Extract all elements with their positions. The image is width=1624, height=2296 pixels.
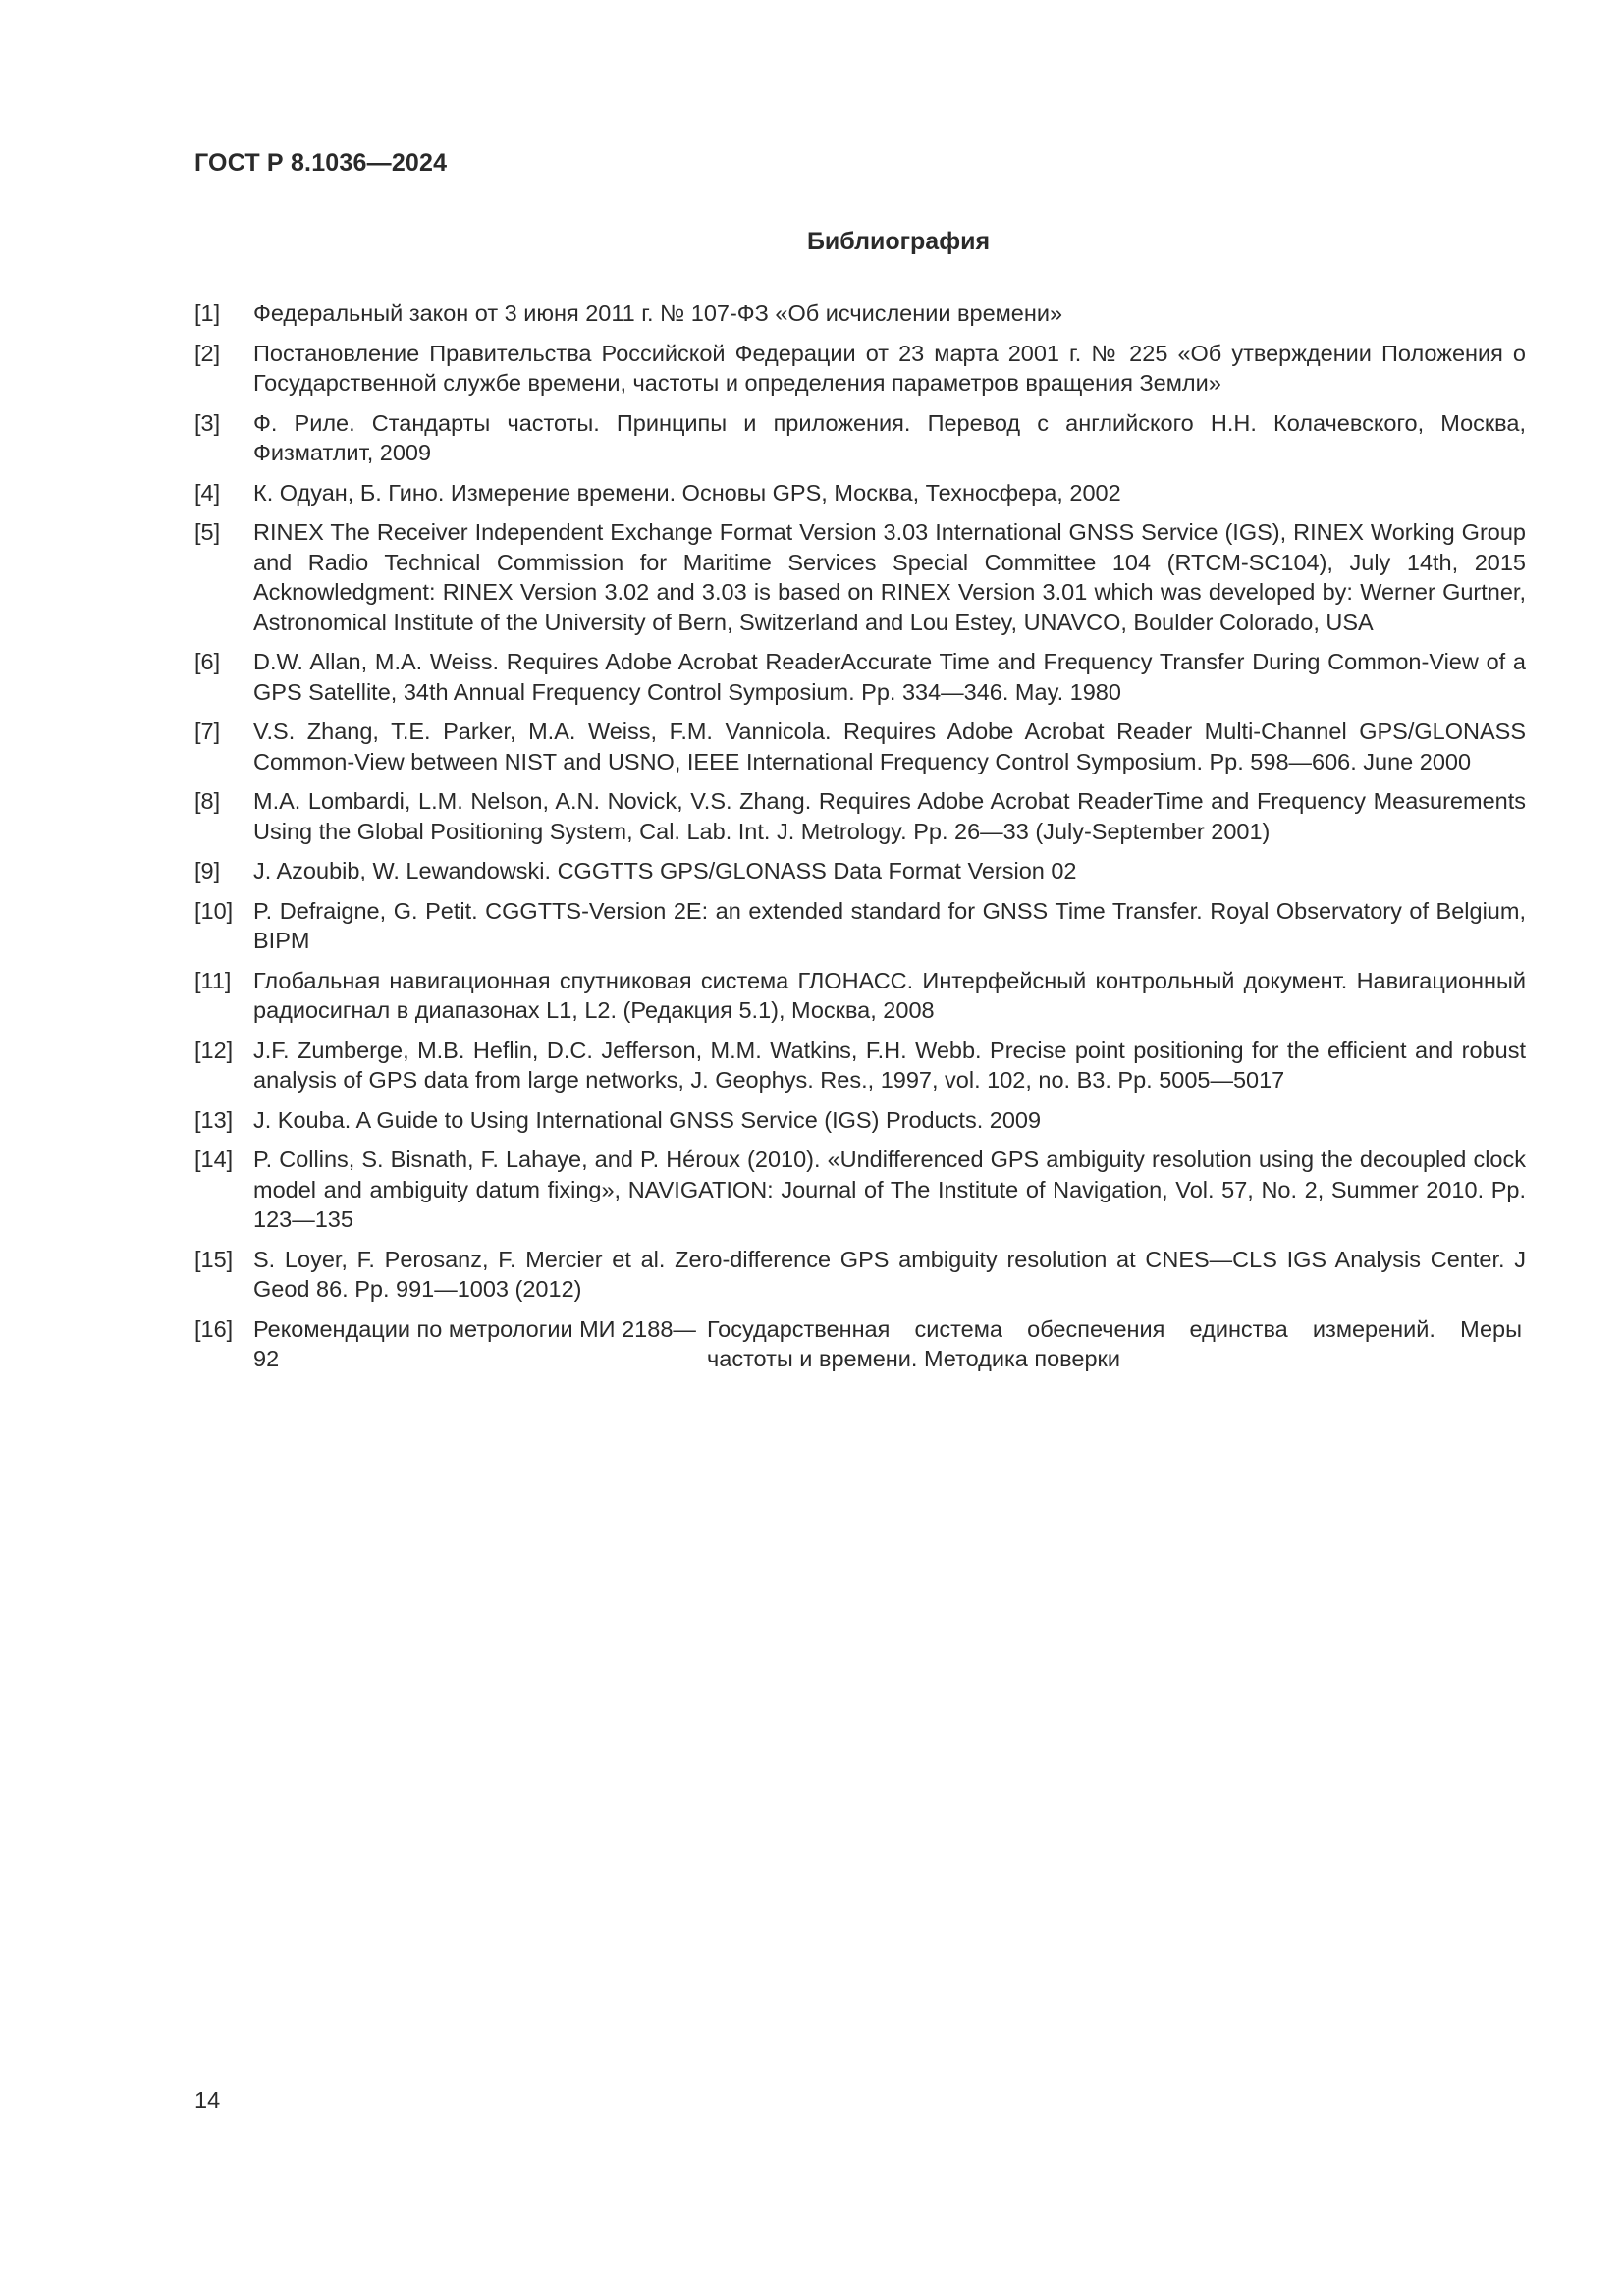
bibliography-item-number: [4]	[194, 479, 221, 506]
bibliography-item-text: S. Loyer, F. Perosanz, F. Mercier et al. Zero-difference GPS ambiguity resolution at CNES—CLS IGS Analysis Center. J Geod 86. Pp. 991—1003 (2012)	[253, 1246, 1526, 1302]
bibliography-item-text: RINEX The Receiver Independent Exchange Format Version 3.03 International GNSS Service (IGS), RINEX Working Group and Radio Technical Commission for Maritime Services Special Committee 104 (RTCM-SC104), July 14th, 2015 Acknowledgment: RINEX Version 3.02 and 3.03 is based on RINEX Version 3.01 which was developed by: Werner Gurtner, Astronomical Institute of the University of Bern, Switzerland and Lou Estey, UNAVCO, Boulder Colorado, USA	[253, 519, 1526, 635]
bibliography-item-number: [3]	[194, 409, 221, 436]
bibliography-item-text: J. Azoubib, W. Lewandowski. CGGTTS GPS/GLONASS Data Format Version 02	[253, 858, 1077, 883]
bibliography-item-text: К. Одуан, Б. Гино. Измерение времени. Основы GPS, Москва, Техносфера, 2002	[253, 479, 1121, 506]
bibliography-item-number: [13]	[194, 1106, 234, 1133]
bibliography-item-number: [8]	[194, 788, 221, 814]
bibliography-item	[194, 1105, 1526, 1136]
bibliography-item-text: J.F. Zumberge, M.B. Heflin, D.C. Jefferson, M.M. Watkins, F.H. Webb. Precise point positioning for the efficient and robust analysis of GPS data from large networks, J. Geophys. Res., 1997, vol. 102, no. B3. Pp. 5005—5017	[253, 1037, 1526, 1093]
bibliography-item	[194, 1245, 1526, 1305]
page-number: 14	[194, 2087, 221, 2112]
bibliography-item-number: [14]	[194, 1147, 234, 1172]
bibliography-item	[194, 339, 1526, 399]
bibliography-item-number: [5]	[194, 519, 221, 545]
bibliography-item-number: [16]	[194, 1315, 234, 1342]
bibliography-item	[194, 717, 1526, 776]
bibliography-item-text: Постановление Правительства Российской Федерации от 23 марта 2001 г. № 225 «Об утверждении Положения о Государственной службе времени, частоты и определения параметров вращения Земли»	[253, 340, 1526, 396]
document-code-header: ГОСТ Р 8.1036—2024	[194, 149, 448, 177]
bibliography-item-text: D.W. Allan, M.A. Weiss. Requires Adobe Acrobat ReaderAccurate Time and Frequency Transfer During Common-View of a GPS Satellite, 34th Annual Frequency Control Symposium. Pp. 334—346. May. 1980	[253, 649, 1526, 705]
bibliography-item	[194, 478, 1526, 508]
bibliography-item	[194, 856, 1526, 886]
bibliography-item-text: J. Kouba. A Guide to Using International GNSS Service (IGS) Products. 2009	[253, 1106, 1042, 1133]
bibliography-item-text: P. Defraigne, G. Petit. CGGTTS-Version 2E: an extended standard for GNSS Time Transfer. Royal Observatory of Belgium, BIPM	[253, 897, 1526, 953]
bibliography-item	[194, 786, 1526, 846]
bibliography-item-designation: Рекомендации по метрологии МИ 2188—92	[253, 1315, 696, 1371]
bibliography-item-text: Ф. Риле. Стандарты частоты. Принципы и приложения. Перевод с английского Н.Н. Колачевского, Москва, Физматлит, 2009	[253, 409, 1526, 465]
bibliography-item-number: [7]	[194, 719, 221, 744]
bibliography-item-number: [1]	[194, 300, 221, 326]
bibliography-item-number: [12]	[194, 1037, 234, 1063]
bibliography-item-text: Глобальная навигационная спутниковая система ГЛОНАСС. Интерфейсный контрольный документ. Навигационный радиосигнал в диапазонах L1, L2. (Редакция 5.1), Москва, 2008	[253, 967, 1526, 1023]
bibliography-item-text: M.A. Lombardi, L.M. Nelson, A.N. Novick, V.S. Zhang. Requires Adobe Acrobat ReaderTime and Frequency Measurements Using the Global Positioning System, Cal. Lab. Int. J. Metrology. Pp. 26—33 (July-September 2001)	[253, 788, 1526, 844]
bibliography-item-text: Федеральный закон от 3 июня 2011 г. № 107-ФЗ «Об исчислении времени»	[253, 300, 1063, 326]
bibliography-item	[194, 1145, 1526, 1235]
bibliography-item	[194, 408, 1526, 468]
bibliography-item-text: P. Collins, S. Bisnath, F. Lahaye, and P. Héroux (2010). «Undifferenced GPS ambiguity resolution using the decoupled clock model and ambiguity datum fixing», NAVIGATION: Journal of The Institute of Navigation, Vol. 57, No. 2, Summer 2010. Pp. 123—135	[253, 1147, 1526, 1232]
bibliography-item-title: Государственная система обеспечения единства измерений. Меры частоты и времени. Методика поверки	[707, 1315, 1522, 1371]
bibliography-item	[194, 896, 1526, 956]
bibliography-item	[194, 966, 1526, 1026]
bibliography-item-number: [15]	[194, 1246, 234, 1272]
bibliography-item	[194, 1314, 1526, 1374]
bibliography-item-text: V.S. Zhang, T.E. Parker, M.A. Weiss, F.M. Vannicola. Requires Adobe Acrobat Reader Multi-Channel GPS/GLONASS Common-View between NIST and USNO, IEEE International Frequency Control Symposium. Pp. 598—606. June 2000	[253, 719, 1526, 774]
section-title: Библиография	[806, 228, 991, 255]
bibliography-item-number: [10]	[194, 897, 234, 924]
bibliography-item-number: [9]	[194, 858, 221, 883]
bibliography-item-number: [2]	[194, 340, 221, 366]
bibliography-list	[194, 298, 1526, 1384]
bibliography-item	[194, 298, 1526, 329]
bibliography-item	[194, 1036, 1526, 1095]
bibliography-item-number: [11]	[194, 967, 232, 993]
bibliography-item	[194, 647, 1526, 707]
bibliography-item	[194, 517, 1526, 637]
bibliography-item-number: [6]	[194, 649, 221, 674]
